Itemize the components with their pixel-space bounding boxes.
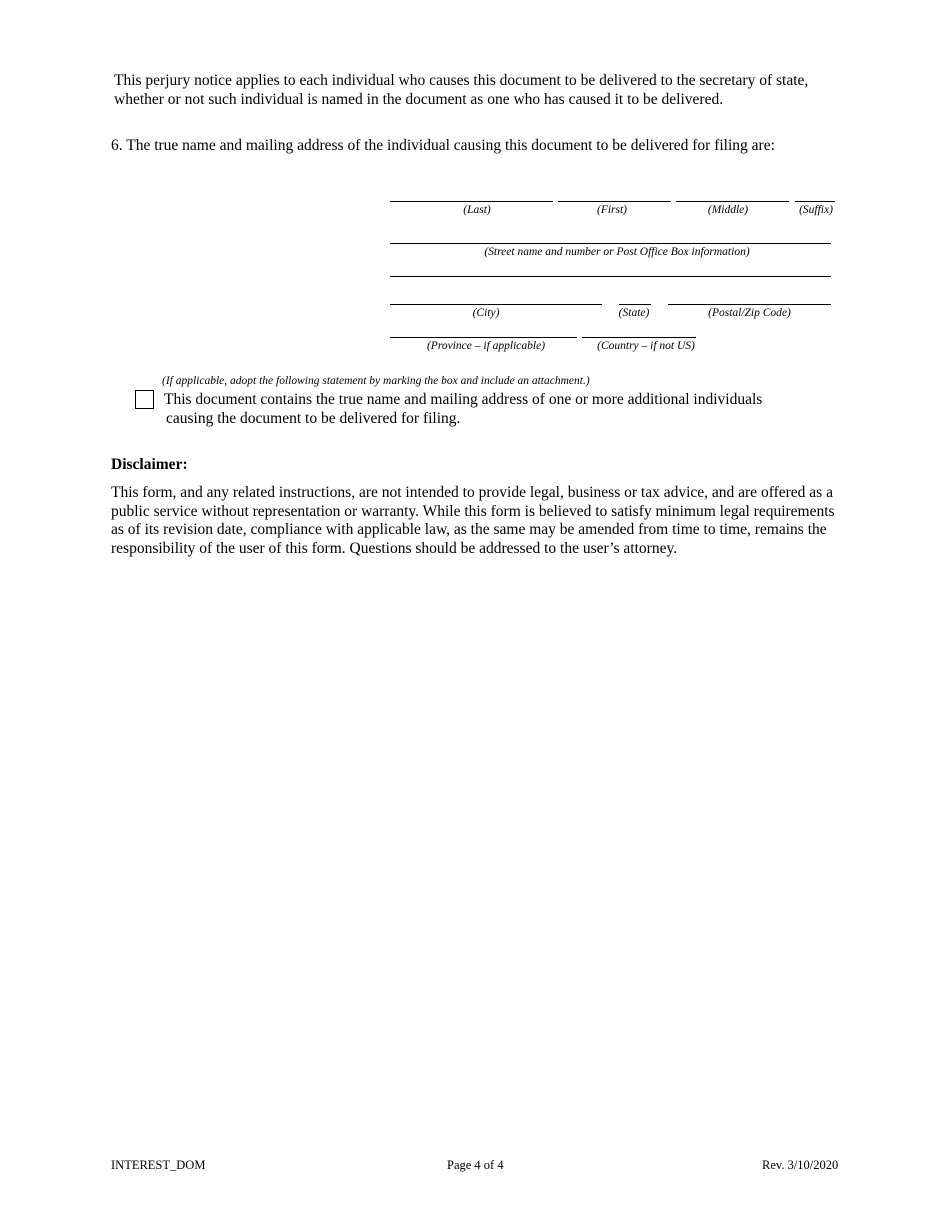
perjury-notice: This perjury notice applies to each individual who causes this document to be delivered to the secretary of state, whether or not such individual is named in the document as one who has caused it to be delivered. bbox=[114, 72, 809, 108]
footer-form-id: INTEREST_DOM bbox=[111, 1158, 206, 1172]
disclaimer-body: This form, and any related instructions, are not intended to provide legal, business or tax advice, and are offered as a public service without representation or warranty. While this form is believed to satisfy minimum legal requirements as of its revision date, compliance with applicable law, as the same may be amended from time to time, remains the responsibility of the user of this form. Questions should be addressed to the user’s attorney. bbox=[111, 484, 835, 557]
middle-name-label: (Middle) bbox=[707, 204, 749, 216]
statement-line-1: This document contains the true name and mailing address of one or more additional individuals bbox=[164, 391, 763, 408]
attachment-hint: (If applicable, adopt the following statement by marking the box and include an attachment.) bbox=[162, 375, 590, 387]
street-address-field[interactable] bbox=[390, 243, 831, 244]
first-name-label: (First) bbox=[596, 204, 628, 216]
city-label: (City) bbox=[472, 307, 500, 319]
province-field[interactable] bbox=[390, 337, 577, 338]
street-address-label: (Street name and number or Post Office Box information) bbox=[484, 246, 750, 258]
additional-individuals-statement bbox=[164, 390, 824, 428]
additional-individuals-checkbox[interactable] bbox=[135, 390, 154, 409]
suffix-field[interactable] bbox=[795, 201, 835, 202]
postal-code-field[interactable] bbox=[668, 304, 831, 305]
item-6-text: 6. The true name and mailing address of the individual causing this document to be delivered for filing are: bbox=[111, 137, 775, 154]
middle-name-field[interactable] bbox=[676, 201, 789, 202]
state-field[interactable] bbox=[619, 304, 651, 305]
suffix-label: (Suffix) bbox=[799, 204, 833, 216]
province-label: (Province – if applicable) bbox=[426, 340, 546, 352]
footer-revision: Rev. 3/10/2020 bbox=[762, 1158, 839, 1172]
country-field[interactable] bbox=[582, 337, 696, 338]
disclaimer-heading: Disclaimer: bbox=[111, 456, 188, 473]
footer-page-number: Page 4 of 4 bbox=[447, 1158, 504, 1172]
first-name-field[interactable] bbox=[558, 201, 671, 202]
country-label: (Country – if not US) bbox=[597, 340, 695, 352]
street-address-line2-field[interactable] bbox=[390, 276, 831, 277]
state-label: (State) bbox=[618, 307, 650, 319]
postal-code-label: (Postal/Zip Code) bbox=[708, 307, 791, 319]
city-field[interactable] bbox=[390, 304, 602, 305]
last-name-label: (Last) bbox=[463, 204, 491, 216]
last-name-field[interactable] bbox=[390, 201, 553, 202]
statement-line-2: causing the document to be delivered for filing. bbox=[166, 410, 461, 427]
